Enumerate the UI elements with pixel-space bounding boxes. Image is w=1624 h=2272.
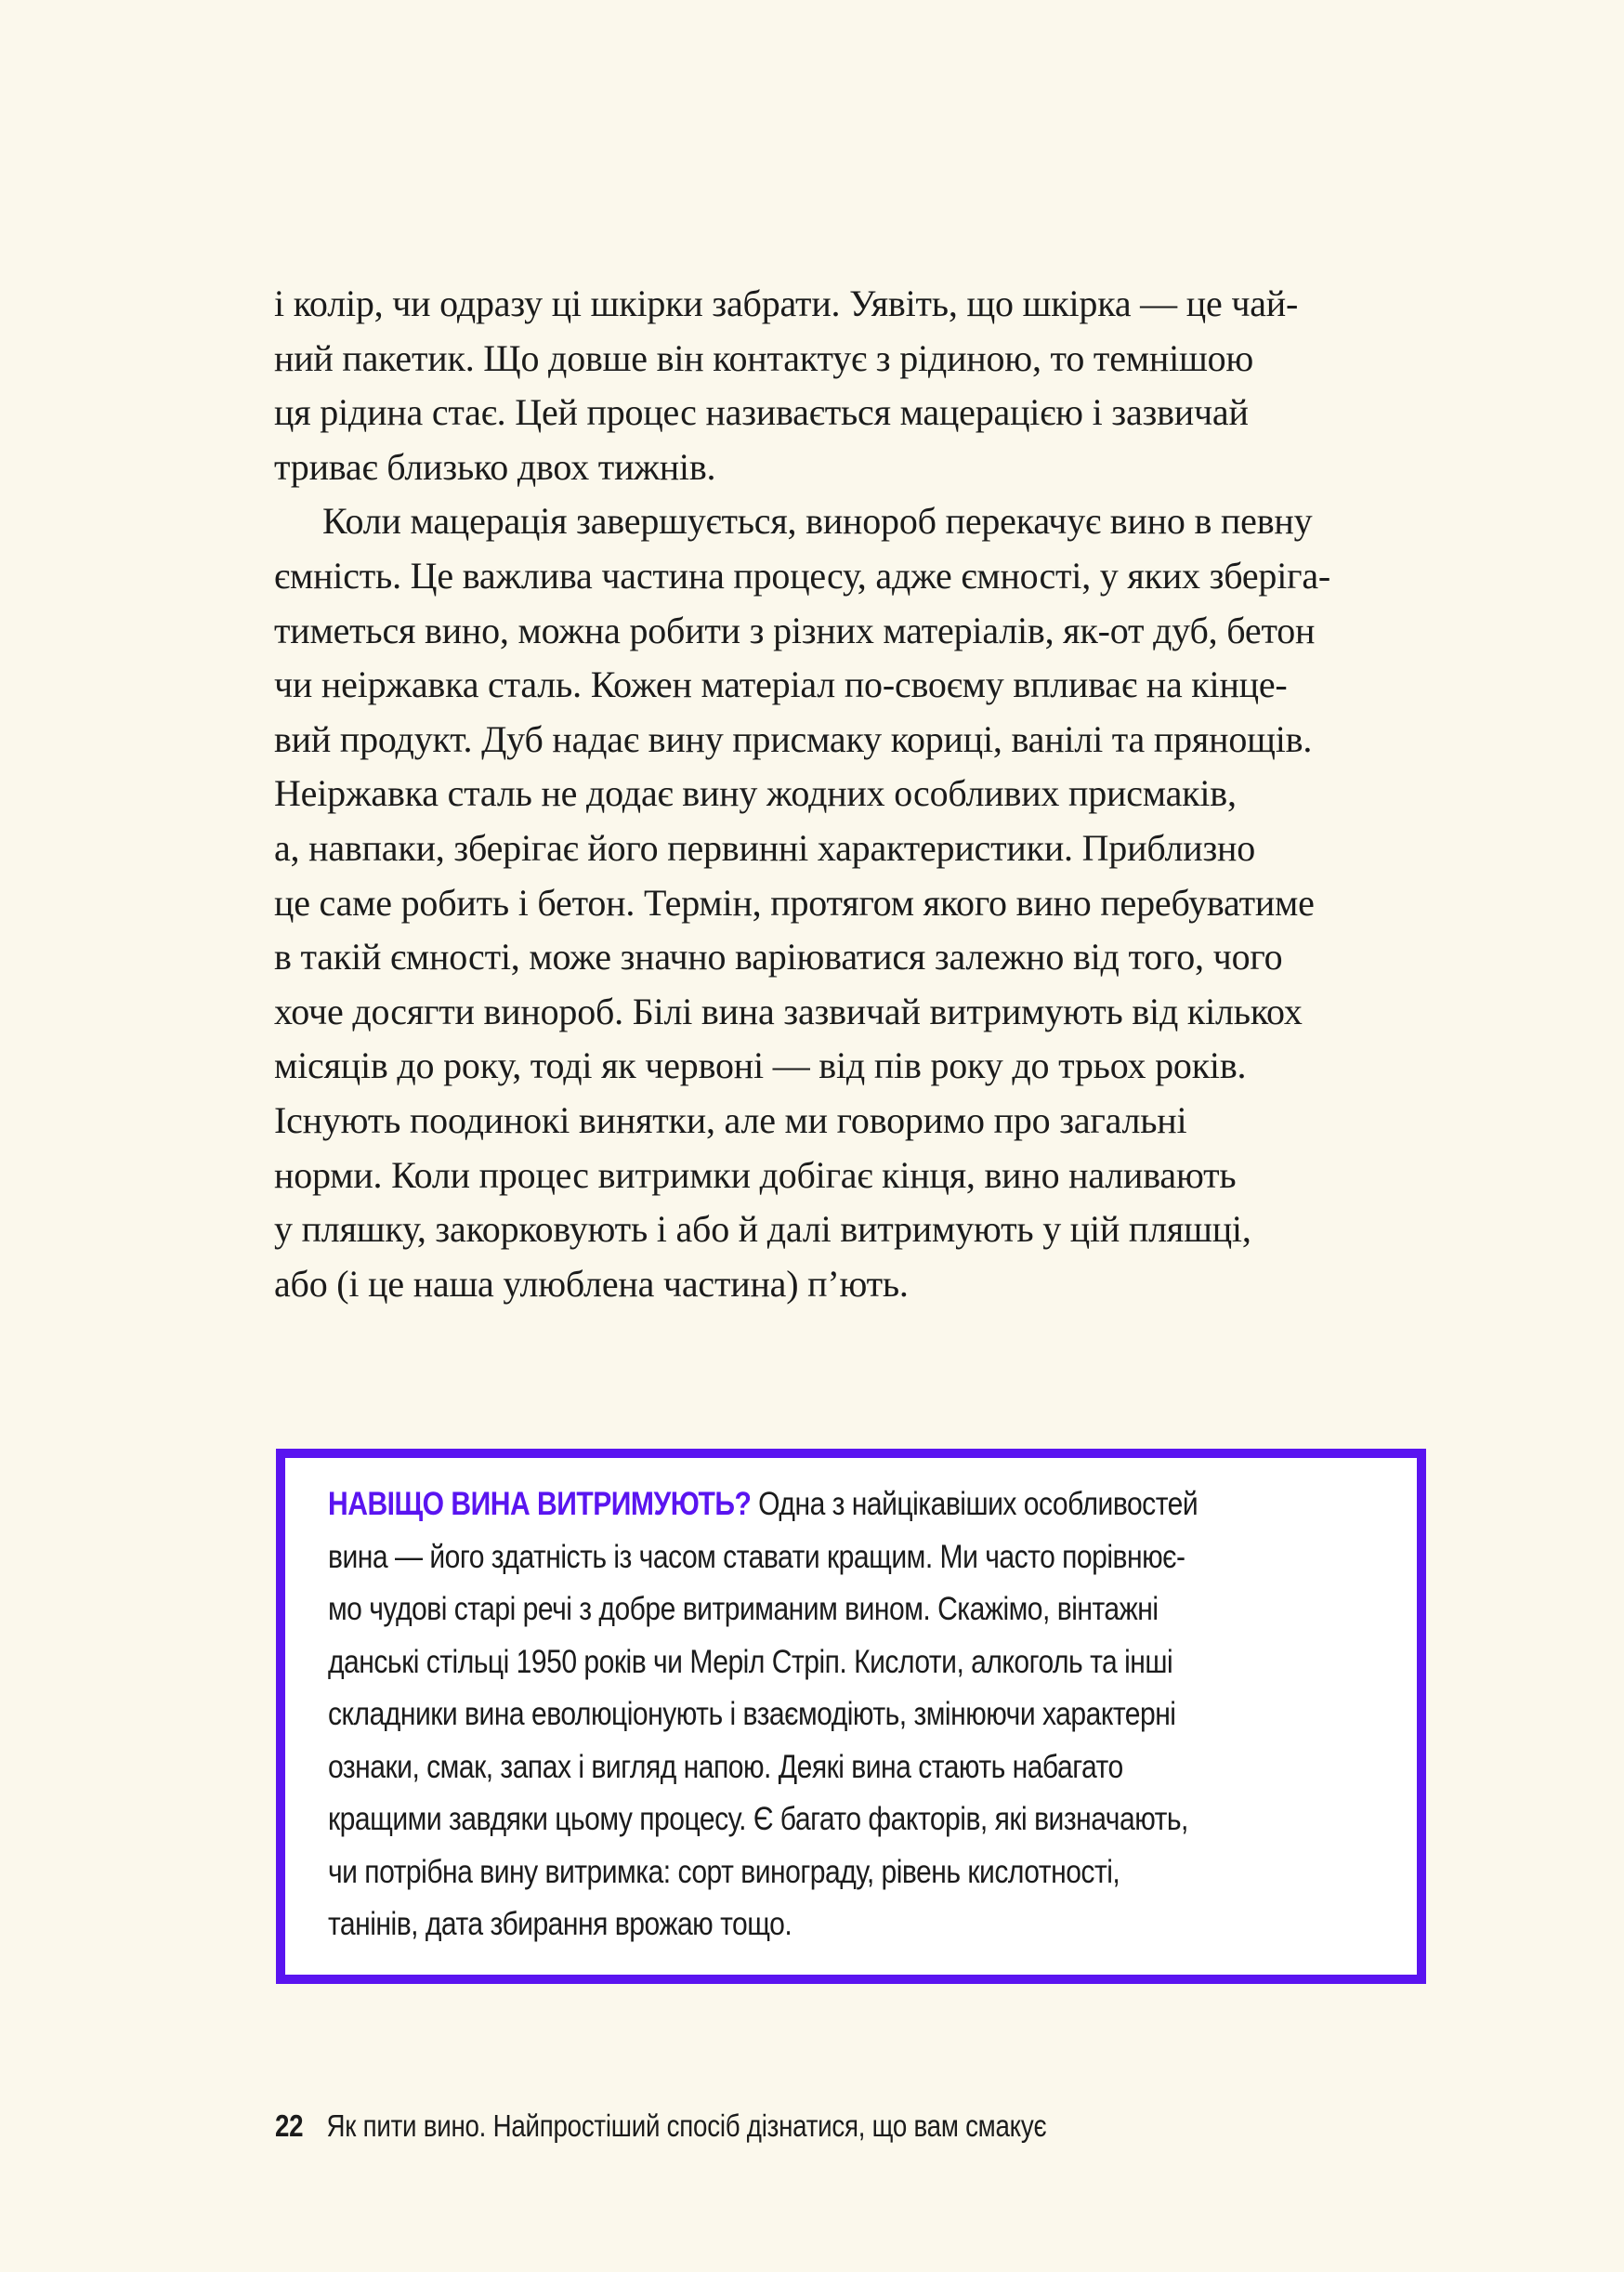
page-number: 22 bbox=[275, 2108, 304, 2143]
main-text bbox=[274, 277, 1426, 1311]
text-line: Неіржавка сталь не додає вину жодних особливих присмаків, bbox=[274, 772, 1237, 815]
text-line: а, навпаки, зберігає його первинні характеристики. Приблизно bbox=[274, 826, 1256, 869]
text-line: ємність. Це важлива частина процесу, адже ємності, у яких зберіга- bbox=[274, 554, 1331, 597]
page-footer bbox=[275, 2108, 1046, 2145]
text-line: і колір, чи одразу ці шкірки забрати. Уявіть, що шкірка — це чай- bbox=[274, 282, 1299, 324]
callout-heading: НАВІЩО ВИНА ВИТРИМУЮТЬ? bbox=[328, 1486, 752, 1522]
text-line: хоче досягти винороб. Білі вина зазвичай витримують від кількох bbox=[274, 990, 1303, 1032]
text-line: місяців до року, тоді як червоні — від пів року до трьох років. bbox=[274, 1044, 1247, 1087]
text-line: ний пакетик. Що довше він контактує з рідиною, то темнішою bbox=[274, 336, 1254, 379]
text-line: вий продукт. Дуб надає вину присмаку кориці, ванілі та прянощів. bbox=[274, 717, 1313, 760]
text-line: чи неіржавка сталь. Кожен матеріал по-своєму впливає на кінце- bbox=[274, 663, 1288, 706]
text-line: це саме робить і бетон. Термін, протягом якого вино перебуватиме bbox=[274, 881, 1315, 924]
text-line: норми. Коли процес витримки добігає кінця, вино наливають bbox=[274, 1153, 1237, 1196]
callout-line: складники вина еволюціонують і взаємодіють, змінюючи характерні bbox=[328, 1696, 1176, 1732]
sidebar-callout-box bbox=[276, 1449, 1426, 1984]
callout-first-line-text: Одна з найцікавіших особливостей bbox=[751, 1486, 1198, 1522]
text-line: в такій ємності, може значно варіюватися залежно від того, чого bbox=[274, 936, 1283, 978]
callout-first-line bbox=[328, 1478, 1247, 1531]
text-line: ця рідина стає. Цей процес називається мацерацією і зазвичай bbox=[274, 391, 1249, 434]
callout-line: чи потрібна вину витримка: сорт винограду, рівень кислотності, bbox=[328, 1853, 1120, 1890]
text-line: тиметься вино, можна робити з різних матеріалів, як-от дуб, бетон bbox=[274, 609, 1316, 651]
callout-text bbox=[328, 1478, 1247, 1951]
running-title: Як пити вино. Найпростіший спосіб дізнатися, що вам смакує bbox=[326, 2108, 1047, 2143]
text-line: Коли мацерація завершується, винороб перекачує вино в певну bbox=[322, 500, 1313, 543]
text-line: або (і це наша улюблена частина) п’ють. bbox=[274, 1262, 909, 1305]
callout-line: кращими завдяки цьому процесу. Є багато факторів, які визначають, bbox=[328, 1801, 1188, 1837]
callout-line: мо чудові старі речі з добре витриманим вином. Скажімо, вінтажні bbox=[328, 1591, 1159, 1627]
callout-line: ознаки, смак, запах і вигляд напою. Деякі вина стають набагато bbox=[328, 1748, 1123, 1785]
paragraph-1 bbox=[274, 277, 1426, 494]
text-line: у пляшку, закорковують і або й далі витримують у цій пляшці, bbox=[274, 1208, 1251, 1251]
callout-line: танінів, дата збирання врожаю тощо. bbox=[328, 1906, 792, 1942]
paragraph-2 bbox=[274, 494, 1426, 1311]
callout-line: вина — його здатність із часом ставати кращим. Ми часто порівнює- bbox=[328, 1538, 1185, 1575]
text-line: Існують поодинокі винятки, але ми говоримо про загальні bbox=[274, 1098, 1187, 1141]
callout-line: данські стільці 1950 років чи Меріл Стріп. Кислоти, алкоголь та інші bbox=[328, 1643, 1173, 1680]
text-line: триває близько двох тижнів. bbox=[274, 445, 716, 488]
